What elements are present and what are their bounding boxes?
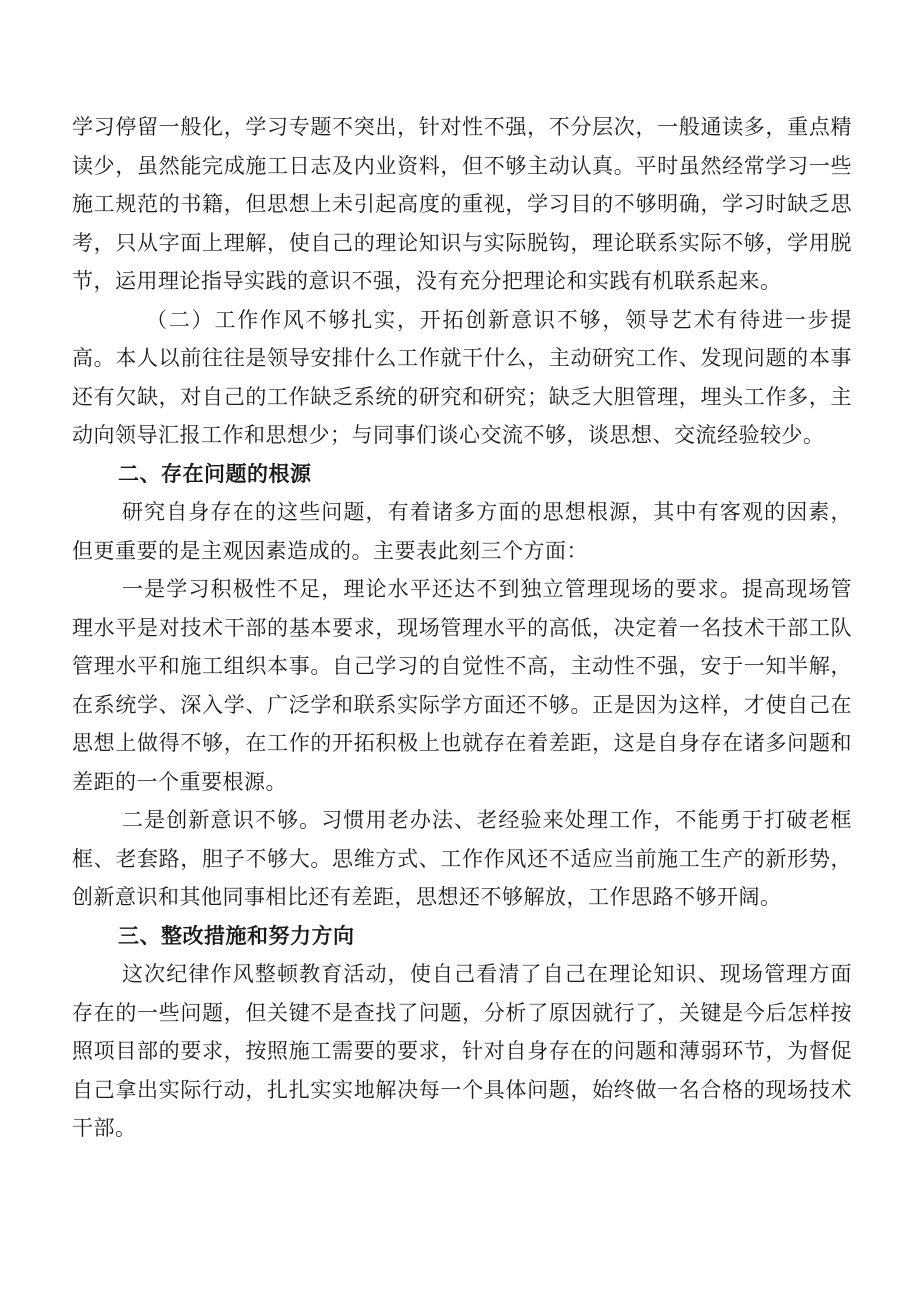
paragraph-root-causes-intro: 研究自身存在的这些问题，有着诸多方面的思想根源，其中有客观的因素，但更重要的是主观因素造成的。主要表此刻三个方面：	[72, 500, 852, 563]
paragraph-rectification: 这次纪律作风整顿教育活动，使自己看清了自己在理论知识、现场管理方面存在的一些问题，但关键不是查找了问题，分析了原因就行了，关键是今后怎样按照项目部的要求，按照施工需要的要求，针对自身存在的问题和薄弱环节，为督促自己拿出实际行动，扎扎实实地解决每一个具体问题，始终做一名合格的现场技术干部。	[72, 962, 852, 1140]
paragraph-cause-two: 二是创新意识不够。习惯用老办法、老经验来处理工作，不能勇于打破老框框、老套路，胆子不够大。思维方式、工作作风还不适应当前施工生产的新形势，创新意识和其他同事相比还有差距，思想还不够解放，工作思路不够开阔。	[72, 808, 852, 909]
paragraph-study-issues: 学习停留一般化，学习专题不突出，针对性不强，不分层次，一般通读多，重点精读少，虽然能完成施工日志及内业资料，但不够主动认真。平时虽然经常学习一些施工规范的书籍，但思想上未引起高度的重视，学习目的不够明确，学习时缺乏思考，只从字面上理解，使自己的理论知识与实际脱钩，理论联系实际不够，学用脱节，运用理论指导实践的意识不强，没有充分把理论和实践有机联系起来。	[72, 115, 852, 293]
section-heading-root-causes: 二、存在问题的根源	[118, 461, 312, 486]
section-heading-rectification: 三、整改措施和努力方向	[118, 923, 355, 948]
paragraph-work-style: （二）工作作风不够扎实，开拓创新意识不够，领导艺术有待进一步提高。本人以前往往是领导安排什么工作就干什么，主动研究工作、发现问题的本事还有欠缺，对自己的工作缺乏系统的研究和研究；缺乏大胆管理，埋头工作多，主动向领导汇报工作和思想少；与同事们谈心交流不够，谈思想、交流经验较少。	[72, 307, 852, 447]
paragraph-cause-one: 一是学习积极性不足，理论水平还达不到独立管理现场的要求。提高现场管理水平是对技术干部的基本要求，现场管理水平的高低，决定着一名技术干部工队管理水平和施工组织本事。自己学习的自觉性不高，主动性不强，安于一知半解，在系统学、深入学、广泛学和联系实际学方面还不够。正是因为这样，才使自己在思想上做得不够，在工作的开拓积极上也就存在着差距，这是自身存在诸多问题和差距的一个重要根源。	[72, 577, 852, 794]
document-page	[72, 108, 852, 1148]
